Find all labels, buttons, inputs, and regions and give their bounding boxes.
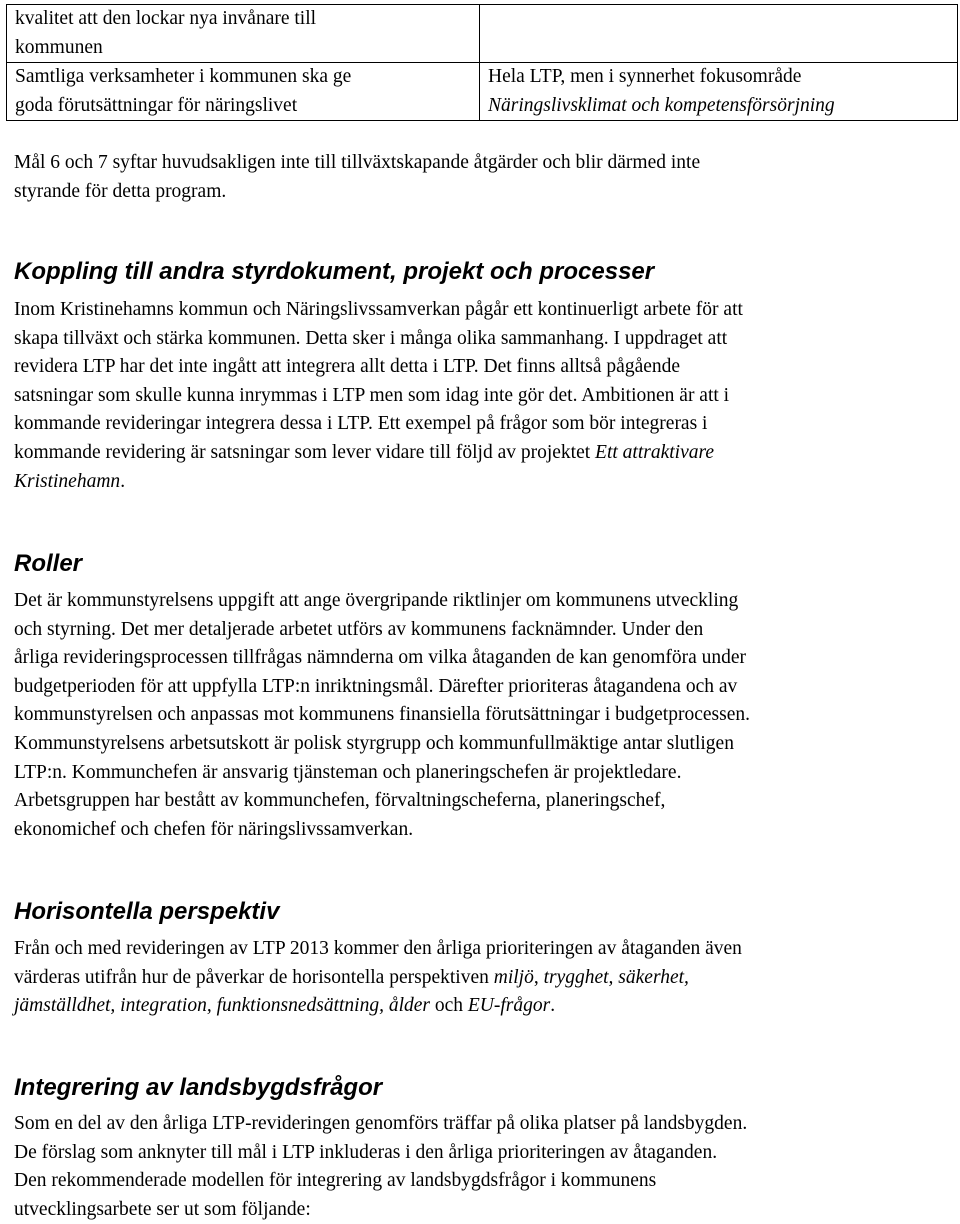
- paragraph-line: utvecklingsarbete ser ut som följande:: [14, 1198, 311, 1220]
- table-cell: [7, 5, 480, 63]
- paragraph-line: styrande för detta program.: [14, 180, 227, 202]
- paragraph-line: skapa tillväxt och stärka kommunen. Detta sker i många olika sammanhang. I uppdraget att: [14, 327, 728, 349]
- cell-text: kommunen: [15, 36, 103, 58]
- line-text: värderas utifrån hur de påverkar de horisontella perspektiven: [14, 966, 494, 988]
- paragraph-line: årliga revideringsprocessen tillfrågas nämnderna om vilka åtaganden de kan genomföra under: [14, 647, 747, 669]
- goals-table: [6, 4, 958, 121]
- goals-note-paragraph: [14, 149, 954, 206]
- line-text: .: [120, 470, 126, 492]
- table-row: [7, 63, 958, 121]
- table-cell: [480, 5, 958, 63]
- project-name-italic: Kristinehamn: [14, 470, 121, 492]
- line-text: .: [550, 995, 556, 1017]
- line-text: ,: [533, 966, 544, 988]
- cell-text-italic: Näringslivsklimat och kompetensförsörjning: [488, 94, 835, 116]
- paragraph-line: Arbetsgruppen har bestått av kommunchefen, förvaltningscheferna, planeringschef,: [14, 790, 666, 812]
- heading-horisontella: Horisontella perspektiv: [14, 898, 280, 925]
- perspective-italic: miljö: [493, 966, 534, 988]
- paragraph-line: Mål 6 och 7 syftar huvudsakligen inte till tillväxtskapande åtgärder och blir därmed inte: [14, 152, 701, 173]
- paragraph-line: [14, 992, 954, 1021]
- paragraph-integrering: [14, 1110, 954, 1224]
- cell-text: kvalitet att den lockar nya invånare till: [15, 8, 317, 29]
- cell-text: Samtliga verksamheter i kommunen ska ge: [15, 66, 352, 87]
- heading-koppling: Koppling till andra styrdokument, projekt och processer: [14, 258, 655, 285]
- paragraph-line: Inom Kristinehamns kommun och Näringslivssamverkan pågår ett kontinuerligt arbete för att: [14, 299, 743, 320]
- paragraph-line: budgetperioden för att uppfylla LTP:n inriktningsmål. Därefter prioriteras åtagandena och av: [14, 675, 738, 697]
- project-name-italic: Ett attraktivare: [595, 441, 714, 463]
- paragraph-line: Den rekommenderade modellen för integrering av landsbygdsfrågor i kommunens: [14, 1170, 657, 1192]
- paragraph-line: Som en del av den årliga LTP-revideringen genomförs träffar på olika platser på landsbygden.: [14, 1113, 748, 1134]
- paragraph-line: revidera LTP har det inte ingått att integrera allt detta i LTP. Det finns alltså pågående: [14, 356, 681, 378]
- paragraph-line: De förslag som anknyter till mål i LTP inkluderas i den årliga prioriteringen av åtaganden.: [14, 1141, 718, 1163]
- paragraph-line: Från och med revideringen av LTP 2013 kommer den årliga prioriteringen av åtaganden även: [14, 938, 742, 959]
- perspective-italic: trygghet, säkerhet,: [543, 966, 689, 988]
- line-text: och: [429, 995, 468, 1017]
- paragraph-line: [14, 439, 954, 468]
- paragraph-line: ekonomichef och chefen för näringslivssamverkan.: [14, 818, 414, 840]
- paragraph-line: Kommunstyrelsens arbetsutskott är polisk styrgrupp och kommunfullmäktige antar slutligen: [14, 732, 734, 754]
- paragraph-line: satsningar som skulle kunna inrymmas i LTP men som idag inte gör det. Ambitionen är att i: [14, 384, 730, 406]
- paragraph-line: kommunstyrelsen och anpassas mot kommunens finansiella förutsättningar i budgetprocessen.: [14, 704, 750, 726]
- table-cell: [7, 63, 480, 121]
- perspective-italic: EU-frågor: [467, 995, 551, 1017]
- paragraph-line: Det är kommunstyrelsens uppgift att ange övergripande riktlinjer om kommunens utveckling: [14, 590, 739, 611]
- paragraph-line: LTP:n. Kommunchefen är ansvarig tjänsteman och planeringschefen är projektledare.: [14, 761, 682, 783]
- line-text: kommande revidering är satsningar som lever vidare till följd av projektet: [14, 441, 596, 463]
- cell-text: Hela LTP, men i synnerhet fokusområde: [488, 66, 802, 87]
- paragraph-line: [14, 964, 954, 993]
- table-row: [7, 5, 958, 63]
- paragraph-horisontella: [14, 935, 954, 1021]
- paragraph-koppling: [14, 296, 954, 496]
- cell-text: goda förutsättningar för näringslivet: [15, 94, 298, 116]
- paragraph-line: och styrning. Det mer detaljerade arbetet utförs av kommunens facknämnder. Under den: [14, 618, 704, 640]
- heading-integrering: Integrering av landsbygdsfrågor: [14, 1074, 383, 1101]
- table-cell: [480, 63, 958, 121]
- perspective-italic: jämställdhet, integration, funktionsnedsättning, ålder: [14, 995, 430, 1017]
- paragraph-roller: [14, 587, 954, 844]
- heading-roller: Roller: [14, 550, 83, 577]
- paragraph-line: [14, 468, 954, 497]
- paragraph-line: kommande revideringar integrera dessa i LTP. Ett exempel på frågor som bör integreras i: [14, 413, 708, 435]
